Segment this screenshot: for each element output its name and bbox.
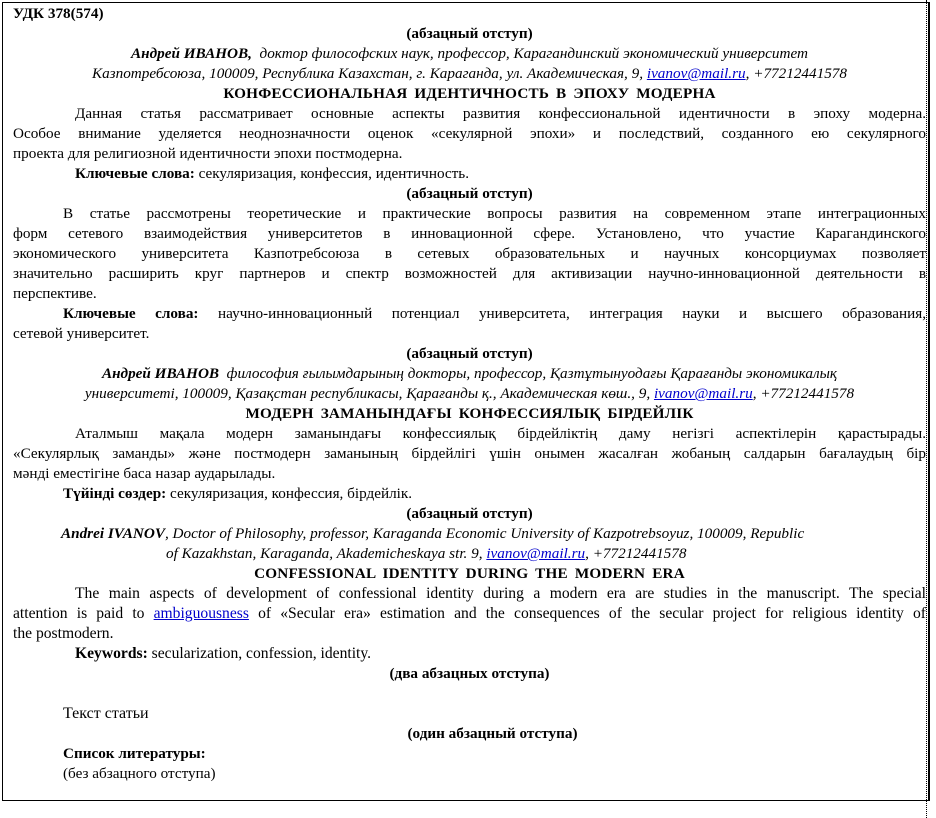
author-name-ru: Андрей ИВАНОВ, — [131, 45, 252, 62]
abstract-2 — [13, 204, 926, 304]
author-affiliation-en: , Doctor of Philosophy, professor, Karaganda Economic University of Kazpotrebsoyuz, 100009, Republic — [164, 525, 805, 542]
abstract-en-text: attention is paid to — [13, 605, 154, 622]
author-line-ru-2 — [13, 64, 926, 84]
references-label: Список литературы: — [63, 745, 206, 762]
ambiguousness-link[interactable]: ambiguousness — [153, 605, 249, 622]
indent-note: (абзацный отступ) — [406, 345, 533, 362]
author-affiliation-kz: философия ғылымдарының докторы, профессор, Қазтұтынуодағы Қарағанды экономикалық — [226, 365, 838, 382]
email-link-en[interactable]: ivanov@mail.ru — [486, 545, 586, 562]
abstract-2-line: перспективе. — [13, 285, 97, 302]
abstract-ru — [13, 104, 926, 164]
keywords-value-ru: секуляризация, конфессия, идентичность. — [194, 165, 470, 182]
keywords-value-kz: секуляризация, конфессия, бірдейлік. — [166, 485, 413, 502]
udc-code: УДК 378(574) — [13, 5, 104, 22]
author-name-kz: Андрей ИВАНОВ — [101, 365, 220, 382]
abstract-en-line — [13, 604, 926, 624]
keywords-value-en: secularization, confession, identity. — [147, 645, 372, 662]
keywords-label-ru: Ключевые слова: — [75, 165, 195, 182]
keywords-label-kz: Түйінді сөздер: — [63, 485, 167, 502]
keywords-2-line — [13, 304, 926, 324]
abstract-en-text: of «Secular era» estimation and the consequences of the secular project for religious identity of — [248, 605, 926, 622]
indent-note: (абзацный отступ) — [406, 25, 533, 42]
abstract-ru-line: Данная статья рассматривает основные аспекты развития конфессиональной идентичности в эпоху модерна. — [75, 105, 926, 122]
author-line-ru-1 — [13, 44, 926, 64]
title-en: CONFESSIONAL IDENTITY DURING THE MODERN ERA — [254, 565, 685, 582]
right-margin-guide — [926, 0, 927, 818]
phone-en: , +77212441578 — [585, 545, 687, 562]
keywords-kz — [13, 484, 926, 504]
keywords-2-line: сетевой университет. — [13, 325, 150, 342]
blank-line — [13, 684, 926, 704]
article-text: Текст статьи — [63, 705, 149, 722]
keywords-en — [13, 644, 926, 664]
author-line-en-1 — [13, 524, 926, 544]
abstract-2-line: экономического университета Казпотребсоюза в сетевых образовательных и научных консорциумах позволяет — [13, 245, 926, 262]
author-affiliation-ru: доктор философских наук, профессор, Карагандинский экономический университет — [259, 45, 808, 62]
abstract-2-line: форм сетевого взаимодействия университетов в инновационной сфере. Установлено, что участие Карагандинского — [13, 225, 926, 242]
one-indent-note: (один абзацный отступа) — [407, 725, 578, 742]
abstract-ru-line: проекта для религиозной идентичности эпохи постмодерна. — [13, 145, 403, 162]
abstract-en-line: the postmodern. — [13, 625, 114, 642]
keywords-label-2: Ключевые слова: — [63, 305, 199, 322]
email-link-ru[interactable]: ivanov@mail.ru — [646, 65, 746, 82]
author-name-en: Andrei IVANOV — [61, 525, 165, 542]
keywords-2 — [13, 304, 926, 344]
no-indent-note: (без абзацного отступа) — [63, 765, 216, 782]
abstract-en-line: The main aspects of development of confessional identity during a modern era are studies in the manuscript. The special — [75, 585, 926, 602]
phone-kz: , +77212441578 — [752, 385, 855, 402]
keywords-label-en: Keywords: — [75, 645, 148, 662]
abstract-kz — [13, 424, 926, 484]
author-line-en-2 — [13, 544, 926, 564]
author-address-en: of Kazakhstan, Karaganda, Akademicheskaya str. 9, — [166, 545, 483, 562]
abstract-2-line: В статье рассмотрены теоретические и практические вопросы развития на современном этапе интеграционных — [63, 205, 926, 222]
keywords-value-2: научно-инновационный потенциал университета, интеграция науки и высшего образования, — [198, 305, 926, 322]
abstract-2-line: значительно расширить круг партнеров и спектр возможностей для активизации научно-инновационной деятельности в — [13, 265, 926, 282]
title-ru: КОНФЕССИОНАЛЬНАЯ ИДЕНТИЧНОСТЬ В ЭПОХУ МОДЕРНА — [223, 85, 716, 102]
indent-note: (абзацный отступ) — [406, 505, 533, 522]
author-line-kz-1 — [13, 364, 926, 384]
title-kz: МОДЕРН ЗАМАНЫНДАҒЫ КОНФЕССИЯЛЫҚ БІРДЕЙЛІК — [245, 405, 694, 422]
indent-note: (абзацный отступ) — [406, 185, 533, 202]
author-line-kz-2 — [13, 384, 926, 404]
author-address-ru: Казпотребсоюза, 100009, Республика Казахстан, г. Караганда, ул. Академическая, 9, — [92, 65, 644, 82]
phone-ru: , +77212441578 — [745, 65, 847, 82]
author-address-kz: университеті, 100009, Қазақстан республикасы, Қарағанды қ., Академическая көш., 9, — [84, 385, 651, 402]
abstract-kz-line: мәнді еместігіне баса назар аударылады. — [13, 465, 276, 482]
two-indents-note: (два абзацных отступа) — [389, 665, 550, 682]
abstract-ru-line: Особое внимание уделяется неоднозначности оценок «секулярной эпохи» и последствий, созданного ею секулярного — [13, 125, 926, 142]
abstract-kz-line: «Секулярлық заманды» және постмодерн заманының бірдейлігі үшін онымен жасалған жобаның салдарын бағалаудың бір — [13, 445, 926, 462]
email-link-kz[interactable]: ivanov@mail.ru — [653, 385, 753, 402]
keywords-ru — [13, 164, 926, 184]
document-body — [13, 4, 926, 784]
abstract-kz-line: Аталмыш мақала модерн заманындағы конфессиялық бірдейліктің даму негізгі аспектілерін қарастырады. — [75, 425, 926, 442]
abstract-en — [13, 584, 926, 644]
